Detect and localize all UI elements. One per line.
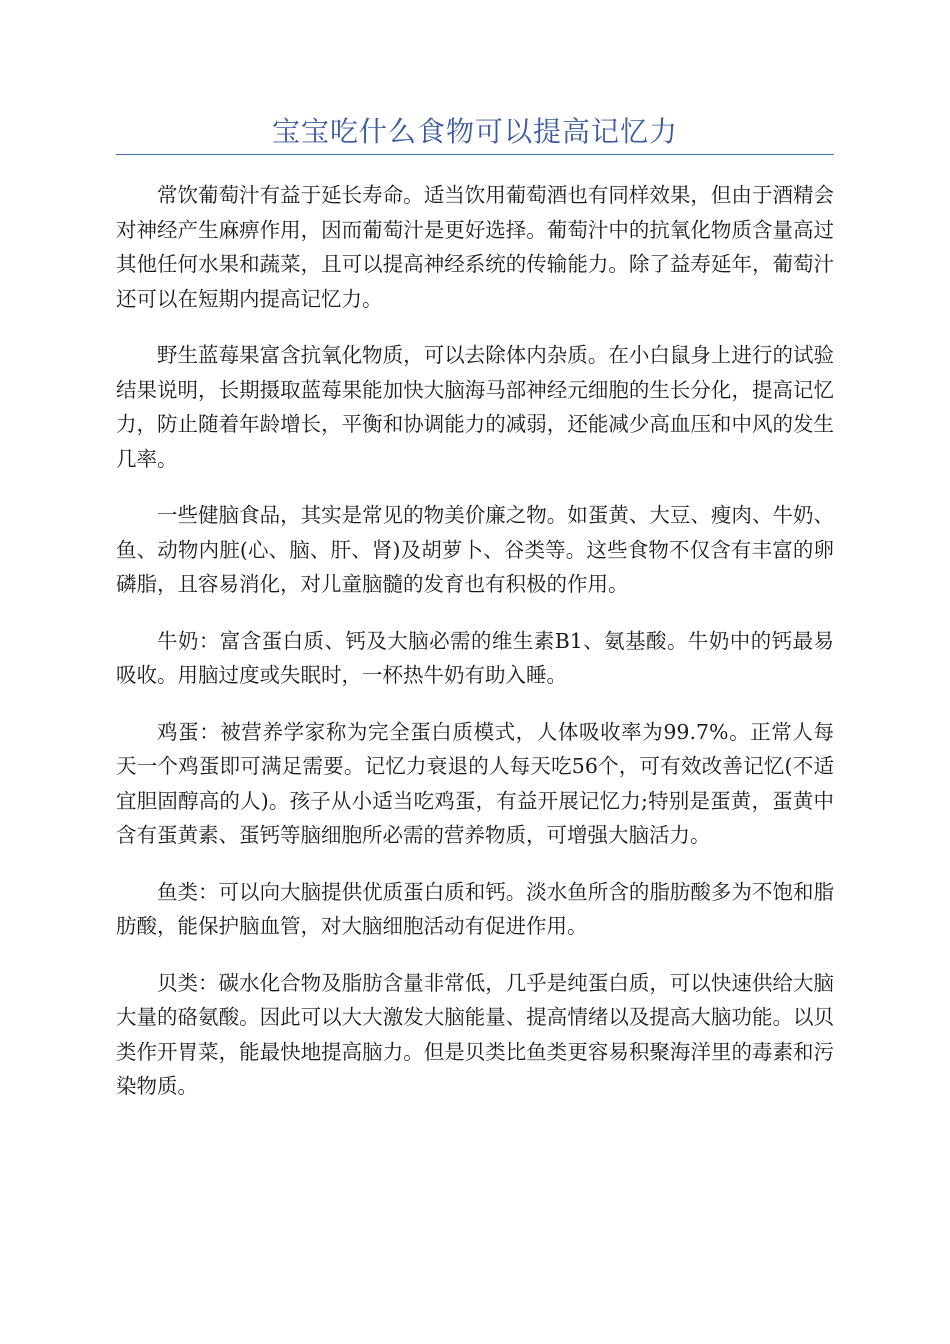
page-title: 宝宝吃什么食物可以提高记忆力 — [271, 115, 678, 148]
paragraph-grape-juice: 常饮葡萄汁有益于延长寿命。适当饮用葡萄酒也有同样效果，但由于酒精会对神经产生麻痹作用，因而葡萄汁是更好选择。葡萄汁中的抗氧化物质含量高过其他任何水果和蔬菜，且可以提高神经系统的传输能力。除了益寿延年，葡萄汁还可以在短期内提高记忆力。 — [116, 183, 834, 311]
paragraph-blueberry: 野生蓝莓果富含抗氧化物质，可以去除体内杂质。在小白鼠身上进行的试验结果说明，长期摄取蓝莓果能加快大脑海马部神经元细胞的生长分化，提高记忆力，防止随着年龄增长，平衡和协调能力的减弱，还能减少高血压和中风的发生几率。 — [116, 343, 834, 471]
paragraph-brain-foods: 一些健脑食品，其实是常见的物美价廉之物。如蛋黄、大豆、瘦肉、牛奶、鱼、动物内脏(心、脑、肝、肾)及胡萝卜、谷类等。这些食物不仅含有丰富的卵磷脂，且容易消化，对儿童脑髓的发育也有积极的作用。 — [116, 503, 834, 596]
paragraph-fish: 鱼类：可以向大脑提供优质蛋白质和钙。淡水鱼所含的脂肪酸多为不饱和脂肪酸，能保护脑血管，对大脑细胞活动有促进作用。 — [116, 879, 834, 938]
article-body — [116, 178, 834, 1126]
paragraph-shellfish: 贝类：碳水化合物及脂肪含量非常低，几乎是纯蛋白质，可以快速供给大脑大量的硌氨酸。因此可以大大激发大脑能量、提高情绪以及提高大脑功能。以贝类作开胃菜，能最快地提高脑力。但是贝类比鱼类更容易积聚海洋里的毒素和污染物质。 — [116, 970, 834, 1098]
paragraph-eggs: 鸡蛋：被营养学家称为完全蛋白质模式，人体吸收率为99.7%。正常人每天一个鸡蛋即可满足需要。记忆力衰退的人每天吃56个，可有效改善记忆(不适宜胆固醇高的人)。孩子从小适当吃鸡蛋，有益开展记忆力;特别是蛋黄，蛋黄中含有蛋黄素、蛋钙等脑细胞所必需的营养物质，可增强大脑活力。 — [116, 719, 834, 847]
paragraph-milk: 牛奶：富含蛋白质、钙及大脑必需的维生素B1、氨基酸。牛奶中的钙最易吸收。用脑过度或失眠时，一杯热牛奶有助入睡。 — [116, 628, 834, 687]
title-underline — [116, 154, 834, 155]
